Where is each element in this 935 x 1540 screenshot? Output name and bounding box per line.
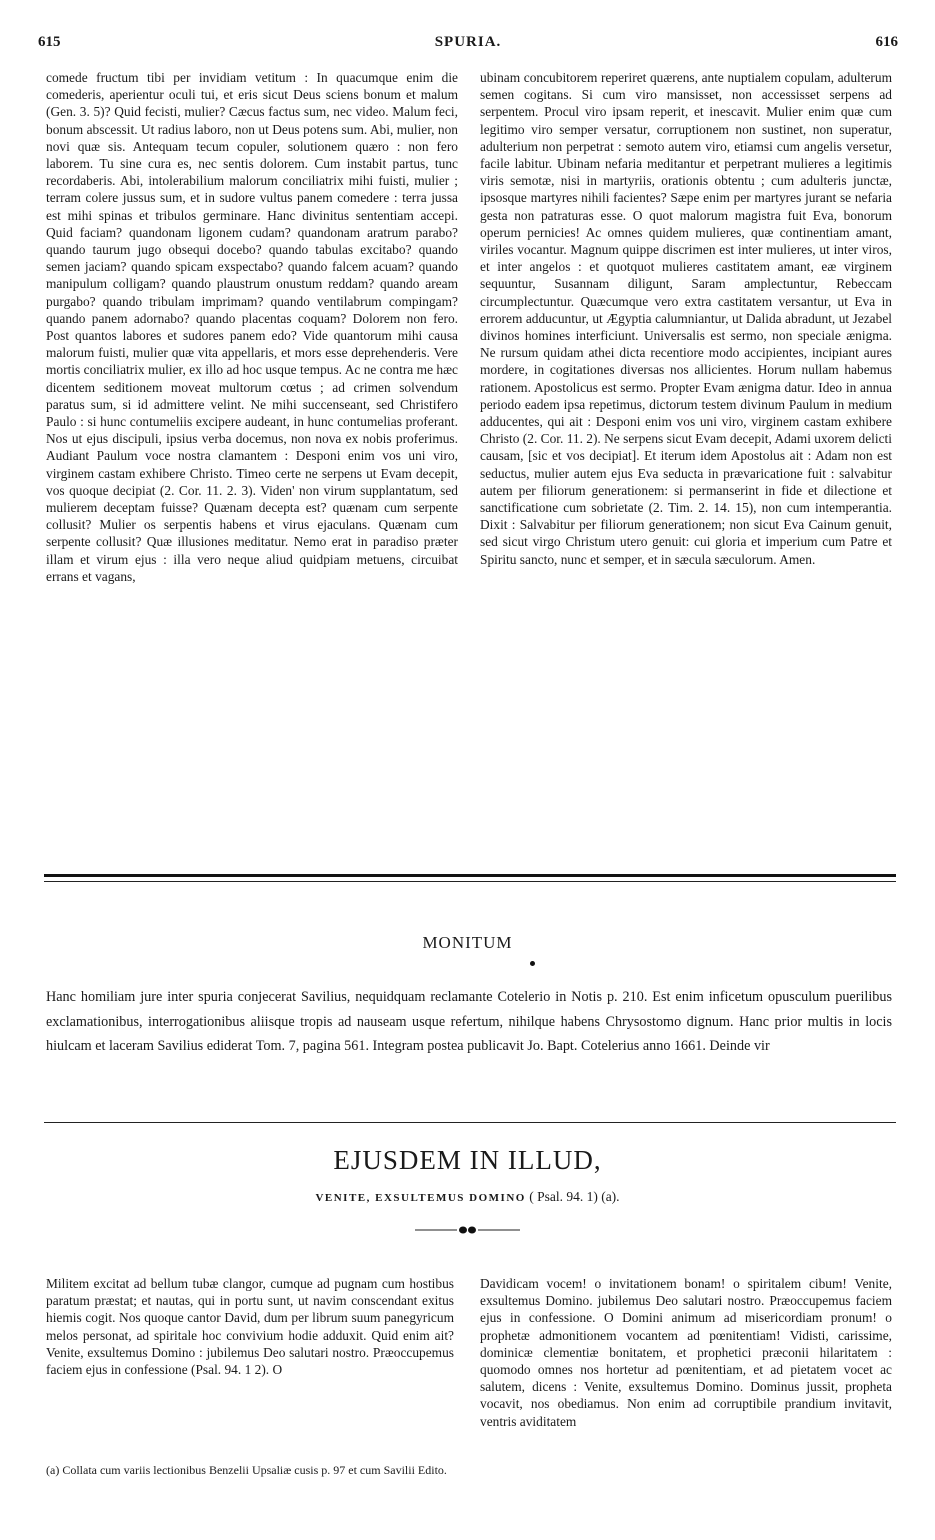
homily-subtitle [0, 1189, 935, 1205]
footnote: (a) Collata cum variis lectionibus Benzelii Upsaliæ cusis p. 97 et cum Savilii Edito. [46, 1463, 447, 1477]
upper-right-column [480, 69, 892, 568]
monitum-heading: MONITUM [422, 933, 513, 952]
monitum-text: Hanc homiliam jure inter spuria conjecerat Savilius, nequidquam reclamante Cotelerio in Notis p. 210. Est enim inficetum opusculum puerilibus exclamationibus, interrogationibus aliisque tropis ad nauseam usque refertum, nihilque habens Chrysostomo dignum. Hanc prior multis in locis hiulcam et laceram Savilius ediderat Tom. 7, pagina 561. Integram postea publicavit Jo. Bapt. Cotelerius anno 1661. Deinde vir [46, 989, 892, 1054]
homily-subtitle-ref: ( Psal. 94. 1) (a). [529, 1189, 620, 1204]
upper-right-text: ubinam concubitorem reperiret quærens, ante nuptialem copulam, adulterum semen cogitans. Si cum viro mansisset, non accessisset serpens ad serpentem. Procul viro ipsam reperit, et inescavit. Mulier enim quæ cum legitimo viro semper versatur, corruptionem non sustinet, non superatur, adulterium non perpetrat : semoto autem viro, etiamsi cum angelis versetur, facile labitur. Ubinam nefaria meditantur et perpetrant mulieres a legitimis viris semotæ, nisi in martyriis, orationis obtentu ; cum adulteris junctæ, ipsosque martyres nihili facientes? Sæpe enim per martyres jurant se nefaria gesta non patraturas esse. O quot malorum magistra fuit Eva, bonorum operum pernicies! Ac omnes quidem mulieres, quæ continentiam amant, viriles vocantur. Magnum quippe discrimen est inter mulieres, ut inter viros, et inter angelos : et quotquot mulieres castitatem amant, eæ virginem sequuntur, Susannam diligunt, Saram amplectuntur, Rebeccam circumplectuntur. Quæcumque vero extra castitatem versantur, ut Eva in errorem adducuntur, ut Ægyptia calumniantur, ut Dalida abradunt, ut Jezabel divinos homines interficiunt. Universalis est sermo, non speciale ænigma. Ne rursum quidam athei dicta recentiore modo accipientes, incipiant aures mordere, in cogitationes diversas nos allicientes. Horum nullam habemus rationem. Apostolicus est sermo. Propter Evam ænigma datur. Ideo in annua periodo eadem ipsa repetimus, dictorum testem divinum Paulum in medium adducentes, qui ait : Desponi enim vos uni viro, virginem castam exhibere Christo (2. Cor. 11. 2). Ne serpens sicut Evam decepit, Adami uxorem delicti causam, [sic et vos decipiat]. Et iterum idem Apostolus ait : Adam non est seductus, mulier autem ejus Eva seducta in prævaricatione fuit : salvabitur autem per filiorum generationem: si permanserint in fide et dilectione et sanctificatione cum sobrietate (2. Tim. 2. 14. 15), non cum intemperantia. Dixit : Salvabitur per filiorum generationem; non sicut Eva Cainum genuit, sed sicut virgo Christum utero genuit: cui gloria et imperium cum Patre et Spiritu sancto, nunc et semper, et in sæcula sæculorum. Amen. [480, 70, 892, 567]
page-header [38, 34, 898, 54]
lower-right-text: Davidicam vocem! o invitationem bonam! o spiritalem cibum! Venite, exsultemus Domino. jubilemus Deo salutari nostro. Præoccupemus faciem ejus in confessione. O Domini animum ad misericordiam pronum! o prophetæ admonitionem vocantem ad pœnitentiam! Vidisti, carissime, dominicæ clementiæ bonitatem, et prophetici præconii hilaritatem : quomodo omnes nos hortetur ad pœnitentiam, et ad pietatem vocet ac salutem, dicens : Venite, exsultemus Domino. Dominus jussit, propheta vocavit, nos obediamus. Non enim ad corruptibile prandium invitavit, ventris aviditatem [480, 1276, 892, 1429]
lower-left-column [46, 1275, 454, 1378]
homily-title: EJUSDEM IN ILLUD, [333, 1145, 602, 1175]
section-divider-thin [44, 881, 896, 882]
lower-left-text: Militem excitat ad bellum tubæ clangor, cumque ad pugnam cum hostibus paratum præstat; et nautas, qui in portu sunt, ut navim conscendant exitus hiemis cogit. Nos quoque cantor David, dum per librum suum panegyricum melos personat, ad spiritale hoc convivium hodie adduxit. Quid enim ait? Venite, exsultemus Domino : jubilemus Deo salutari nostro. Præoccupemus faciem ejus in confessione (Psal. 94. 1 2). O [46, 1276, 454, 1378]
ornament-dot [530, 961, 535, 966]
running-title: SPURIA. [434, 34, 502, 50]
ornament-rule [415, 1225, 520, 1235]
homily-subtitle-caps: VENITE, EXSULTEMUS DOMINO [315, 1192, 526, 1204]
lower-right-column [480, 1275, 892, 1430]
monitum-divider [44, 1122, 896, 1123]
upper-left-text: comede fructum tibi per invidiam vetitum : In quacumque enim die comederis, aperientur oculi tui, et eris sicut Deus sciens bonum et malum (Gen. 3. 5)? Quid fecisti, mulier? Cæcus factus sum, nec video. Malum feci, bonum abscessit. Ut radius laboro, non ut Deus potens sum. Abi, mulier, non novi quæ sis. Antequam tecum copuler, solutionem quæro : non fero laborem. Tu sine cura es, nec sentis dolorem. Cum instabit partus, tunc recordaberis. Abi, intolerabilium malorum conciliatrix mihi fuisti, mulier ; terram colere jussus sum, et in sudore vultus panem comedere : terra jussa est mihi spinas et tribulos germinare. Hanc divinitus sententiam accepi. Quid faciam? quandonam ligonem cudam? quandonam aratrum parabo? quando taurum jugo obsequi docebo? quando tabulas excitabo? quando semen jaciam? quando spicam exspectabo? quando falcem acuam? quando manipulum colligam? quando plaustrum onustum reddam? quando aream purgabo? quando tribulam imprimam? quando ventilabrum compingam? quando panem adornabo? quando placentas coquam? Dolorem non fero. Post quantos labores et sudores panem edo? Vide quantorum mihi causa malorum fuisti, mulier quæ vita appellaris, et mors esse deprehenderis. Vere mortis conciliatrix mulier, ex illo ad hoc usque tempus. Ac ne contra me hæc dicentem seditionem moveat multorum cœtus ; ad crimen solvendum paratus sum, si id admittere velint. Ne mihi succenseant, sed Christifero Paulo : si hunc contumeliis excipere audeant, in hunc contumelias proferant. Nos ut ejus discipuli, ipsius verba docemus, non nova ex nobis proferimus. Audiant Paulum voce nostra clamantem : Desponi enim vos uni viro, virginem castam exhibere Christo. Timeo certe ne serpens ut Evam decepit, vos quoque decipiat (2. Cor. 11. 2. 3). Viden' non virum supplantatum, sed mulierem deceptam fuisse? Quænam decepta est? quænam cum serpente collusit? Mulier os serpentis habens et virus ejaculans. Quænam cum serpente collusit? Quæ illusiones meditatur. Nemo erat in paradiso præter illam et virum ejus : illa vero neque aliud quidpiam metuens, circuibat errans et vagans, [46, 70, 458, 584]
page-number-right: 616 [875, 34, 898, 50]
upper-left-column [46, 69, 458, 585]
section-divider-thick [44, 874, 896, 877]
page-number-left: 615 [38, 34, 61, 50]
